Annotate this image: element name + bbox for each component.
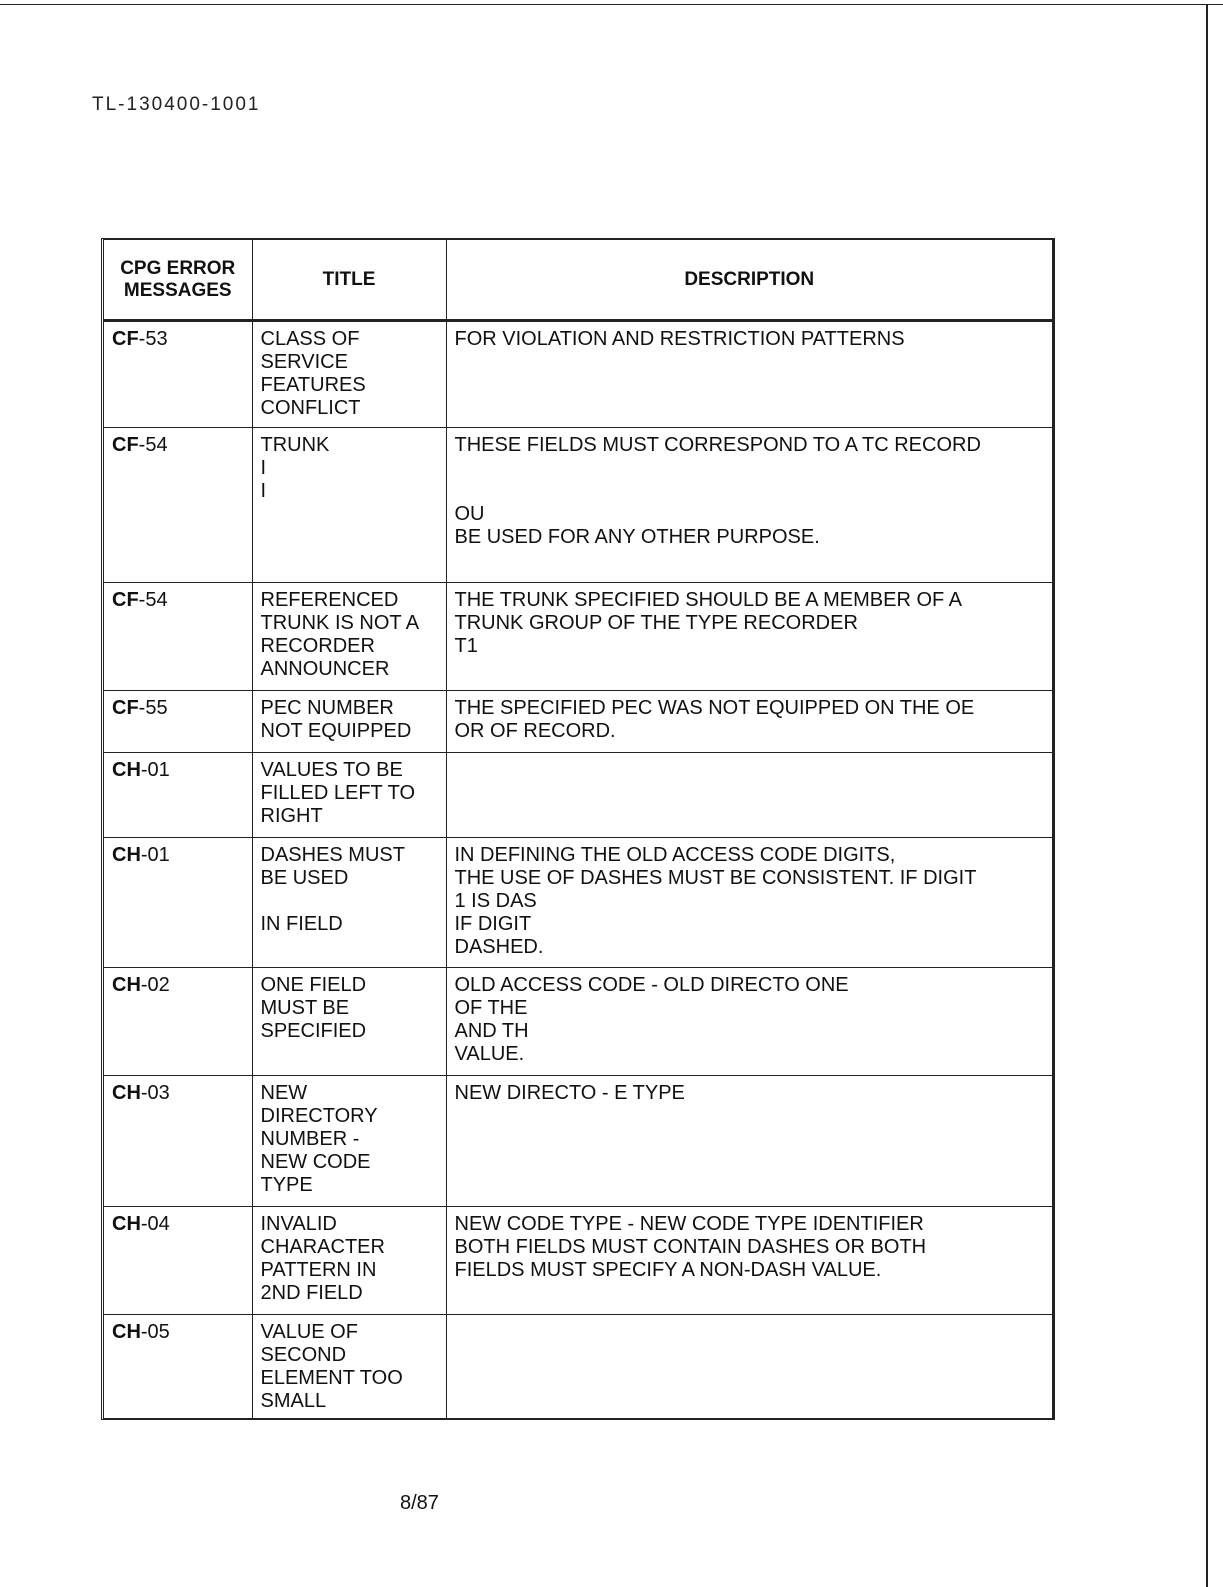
error-title: INVALID CHARACTER PATTERN IN 2ND FIELD [252, 1206, 446, 1314]
header-title: TITLE [252, 240, 446, 320]
error-title: REFERENCED TRUNK IS NOT A RECORDER ANNOUNCER [252, 582, 446, 690]
error-code-prefix: CH [112, 843, 141, 866]
error-code-prefix: CF [112, 433, 139, 456]
error-description: NEW CODE TYPE - NEW CODE TYPE IDENTIFIER BOTH FIELDS MUST CONTAIN DASHES OR BOTH FIELDS MUST SPECIFY A NON-DASH VALUE. [446, 1206, 1052, 1314]
error-code-prefix: CH [112, 758, 141, 781]
table-header-row [104, 240, 1052, 320]
error-title: VALUE OF SECOND ELEMENT TOO SMALL [252, 1314, 446, 1418]
error-code [104, 320, 252, 427]
error-title: ONE FIELD MUST BE SPECIFIED [252, 967, 446, 1075]
error-code [104, 967, 252, 1075]
table-row [104, 837, 1052, 967]
error-code [104, 1206, 252, 1314]
error-code-prefix: CH [112, 1320, 141, 1343]
error-title: TRUNK I I [252, 427, 446, 582]
error-code-number: -01 [140, 758, 170, 781]
error-code-number: -54 [138, 433, 168, 456]
table-row [104, 582, 1052, 690]
error-code [104, 1075, 252, 1206]
error-description: OLD ACCESS CODE - OLD DIRECTO ONE OF THE AND TH VALUE. [446, 967, 1052, 1075]
header-description: DESCRIPTION [446, 240, 1052, 320]
error-title: VALUES TO BE FILLED LEFT TO RIGHT [252, 752, 446, 837]
error-code-number: -03 [140, 1081, 170, 1104]
table-row [104, 690, 1052, 752]
error-code-number: -04 [140, 1212, 170, 1235]
table-row [104, 427, 1052, 582]
error-description: THE SPECIFIED PEC WAS NOT EQUIPPED ON THE OE OR OF RECORD. [446, 690, 1052, 752]
error-code-number: -02 [140, 973, 170, 996]
table-row [104, 1206, 1052, 1314]
error-code [104, 752, 252, 837]
error-code-number: -53 [138, 327, 168, 350]
error-code-prefix: CH [112, 1212, 141, 1235]
header-cpg-error-messages: CPG ERROR MESSAGES [104, 240, 252, 320]
error-code-number: -01 [140, 843, 170, 866]
error-code-prefix: CF [112, 327, 139, 350]
error-description [446, 1314, 1052, 1418]
error-code [104, 837, 252, 967]
error-code [104, 1314, 252, 1418]
error-title: DASHES MUST BE USED IN FIELD [252, 837, 446, 967]
error-description: FOR VIOLATION AND RESTRICTION PATTERNS [446, 320, 1052, 427]
error-messages-table [104, 240, 1052, 1418]
error-description: THE TRUNK SPECIFIED SHOULD BE A MEMBER OF A TRUNK GROUP OF THE TYPE RECORDER T1 [446, 582, 1052, 690]
error-code [104, 582, 252, 690]
table-row [104, 320, 1052, 427]
error-code-number: -54 [138, 588, 168, 611]
error-code-prefix: CF [112, 696, 139, 719]
page-right-rule [1206, 4, 1208, 1587]
error-title: NEW DIRECTORY NUMBER - NEW CODE TYPE [252, 1075, 446, 1206]
error-description: THESE FIELDS MUST CORRESPOND TO A TC RECORD OU BE USED FOR ANY OTHER PURPOSE. [446, 427, 1052, 582]
error-title: CLASS OF SERVICE FEATURES CONFLICT [252, 320, 446, 427]
error-code-prefix: CF [112, 588, 139, 611]
table-row [104, 752, 1052, 837]
error-code [104, 427, 252, 582]
page-top-rule [0, 4, 1223, 5]
error-messages-table-frame [101, 238, 1055, 1420]
error-description [446, 752, 1052, 837]
error-description: NEW DIRECTO - E TYPE [446, 1075, 1052, 1206]
table-row [104, 1314, 1052, 1418]
error-code-prefix: CH [112, 973, 141, 996]
error-title: PEC NUMBER NOT EQUIPPED [252, 690, 446, 752]
error-code-prefix: CH [112, 1081, 141, 1104]
error-code-number: -55 [138, 696, 168, 719]
table-row [104, 967, 1052, 1075]
error-description: IN DEFINING THE OLD ACCESS CODE DIGITS, THE USE OF DASHES MUST BE CONSISTENT. IF DIGIT 1 IS DAS IF DIGIT DASHED. [446, 837, 1052, 967]
page-number: 8/87 [400, 1492, 439, 1514]
error-code-number: -05 [140, 1320, 170, 1343]
document-id: TL-130400-1001 [92, 94, 261, 115]
table-row [104, 1075, 1052, 1206]
error-code [104, 690, 252, 752]
